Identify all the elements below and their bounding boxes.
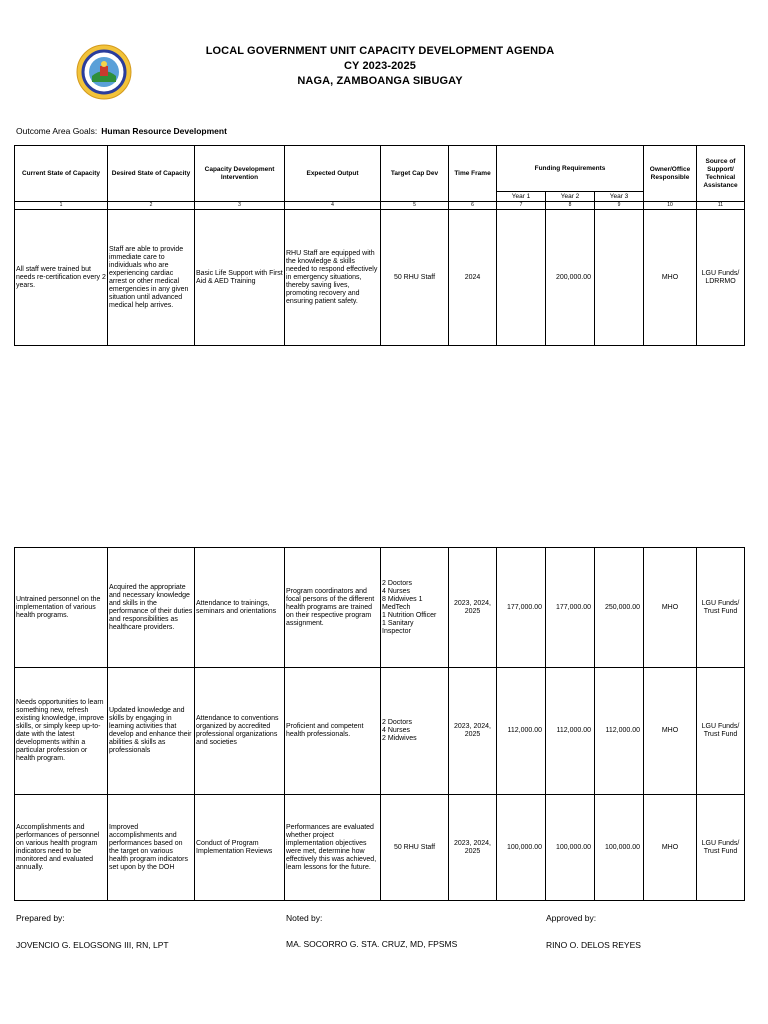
column-number: 8 bbox=[546, 202, 595, 210]
cell-source: LGU Funds/ Trust Fund bbox=[697, 795, 745, 901]
col-header-year3: Year 3 bbox=[595, 192, 644, 202]
capacity-agenda-table-part1 bbox=[14, 145, 745, 346]
cell-year3: 100,000.00 bbox=[595, 795, 644, 901]
cell-year1: 112,000.00 bbox=[497, 668, 546, 795]
cell-desired-state: Acquired the appropriate and necessary knowledge and skills in the performance of their duties and responsibilities as healthcare providers. bbox=[108, 548, 195, 668]
document-location: NAGA, ZAMBOANGA SIBUGAY bbox=[297, 75, 463, 87]
column-number: 6 bbox=[449, 202, 497, 210]
cell-target: 2 Doctors 4 Nurses 8 Midwives 1 MedTech 1 Nutrition Officer 1 Sanitary Inspector bbox=[381, 548, 449, 668]
cell-current-state: Untrained personnel on the implementation of various health programs. bbox=[15, 548, 108, 668]
capacity-agenda-table-part2 bbox=[14, 547, 745, 901]
cell-year2: 112,000.00 bbox=[546, 668, 595, 795]
column-number: 3 bbox=[195, 202, 285, 210]
cell-target: 2 Doctors 4 Nurses 2 Midwives bbox=[381, 668, 449, 795]
outcome-area-goals bbox=[16, 126, 227, 136]
cell-target: 50 RHU Staff bbox=[381, 210, 449, 346]
noted-by-name: MA. SOCORRO G. STA. CRUZ, MD, FPSMS bbox=[286, 939, 458, 949]
column-number: 9 bbox=[595, 202, 644, 210]
approved-by-name: RINO O. DELOS REYES bbox=[546, 940, 641, 950]
col-header-source: Source of Support/ Technical Assistance bbox=[697, 146, 745, 202]
column-number: 5 bbox=[381, 202, 449, 210]
cell-intervention: Attendance to conventions organized by accredited professional organizations and societies bbox=[195, 668, 285, 795]
noted-by-label: Noted by: bbox=[286, 913, 323, 923]
cell-expected-output: Proficient and competent health professionals. bbox=[285, 668, 381, 795]
cell-time-frame: 2023, 2024, 2025 bbox=[449, 548, 497, 668]
column-number: 4 bbox=[285, 202, 381, 210]
cell-current-state: Needs opportunities to learn something new, refresh existing knowledge, improve skills, or simply keep up-to-date with the latest developments within a particular profession or health program. bbox=[15, 668, 108, 795]
col-header-year2: Year 2 bbox=[546, 192, 595, 202]
document-title-block bbox=[160, 44, 600, 89]
cell-intervention: Basic Life Support with First Aid & AED Training bbox=[195, 210, 285, 346]
cell-expected-output: Performances are evaluated whether project implementation objectives were met, determine how effectively this was achieved, learn lessons for the future. bbox=[285, 795, 381, 901]
column-number: 11 bbox=[697, 202, 745, 210]
column-number: 7 bbox=[497, 202, 546, 210]
cell-desired-state: Staff are able to provide immediate care to individuals who are experiencing cardiac arrest or other medical emergencies in any given situation until advanced medical help arrives. bbox=[108, 210, 195, 346]
col-header-time-frame: Time Frame bbox=[449, 146, 497, 202]
cell-intervention: Attendance to trainings, seminars and orientations bbox=[195, 548, 285, 668]
cell-year1: 177,000.00 bbox=[497, 548, 546, 668]
column-number: 10 bbox=[644, 202, 697, 210]
cell-current-state: Accomplishments and performances of personnel on various health program indicators need to be monitored and evaluated annually. bbox=[15, 795, 108, 901]
cell-year2: 100,000.00 bbox=[546, 795, 595, 901]
cell-source: LGU Funds/ Trust Fund bbox=[697, 548, 745, 668]
document-title: LOCAL GOVERNMENT UNIT CAPACITY DEVELOPMENT AGENDA bbox=[205, 45, 555, 57]
municipal-seal-logo bbox=[76, 44, 132, 100]
col-header-desired-state: Desired State of Capacity bbox=[108, 146, 195, 202]
col-header-intervention: Capacity Development Intervention bbox=[195, 146, 285, 202]
goal-label: Outcome Area Goals: bbox=[16, 126, 98, 136]
table-row bbox=[15, 210, 745, 346]
goal-value: Human Resource Development bbox=[101, 126, 227, 136]
cell-time-frame: 2023, 2024, 2025 bbox=[449, 795, 497, 901]
cell-year3 bbox=[595, 210, 644, 346]
cell-expected-output: RHU Staff are equipped with the knowledge & skills needed to respond effectively in emergency situations, thereby saving lives, promoting recovery and ensuring patient safety. bbox=[285, 210, 381, 346]
cell-desired-state: Updated knowledge and skills by engaging in learning activities that develop and enhance their abilities & skills as professionals bbox=[108, 668, 195, 795]
cell-owner: MHO bbox=[644, 210, 697, 346]
cell-year1: 100,000.00 bbox=[497, 795, 546, 901]
cell-current-state: All staff were trained but needs re-certification every 2 years. bbox=[15, 210, 108, 346]
cell-expected-output: Program coordinators and focal persons of the different health programs are trained on their respective program assignment. bbox=[285, 548, 381, 668]
cell-owner: MHO bbox=[644, 668, 697, 795]
cell-owner: MHO bbox=[644, 795, 697, 901]
cell-year2: 177,000.00 bbox=[546, 548, 595, 668]
col-header-expected-output: Expected Output bbox=[285, 146, 381, 202]
col-header-funding: Funding Requirements bbox=[497, 146, 644, 192]
cell-year1 bbox=[497, 210, 546, 346]
table-row bbox=[15, 668, 745, 795]
cell-time-frame: 2023, 2024, 2025 bbox=[449, 668, 497, 795]
prepared-by-label: Prepared by: bbox=[16, 913, 65, 923]
prepared-by-name: JOVENCIO G. ELOGSONG III, RN, LPT bbox=[16, 940, 169, 950]
document-period: CY 2023-2025 bbox=[344, 60, 416, 72]
cell-year3: 112,000.00 bbox=[595, 668, 644, 795]
column-number: 1 bbox=[15, 202, 108, 210]
cell-source: LGU Funds/ LDRRMO bbox=[697, 210, 745, 346]
cell-source: LGU Funds/ Trust Fund bbox=[697, 668, 745, 795]
cell-time-frame: 2024 bbox=[449, 210, 497, 346]
cell-year2: 200,000.00 bbox=[546, 210, 595, 346]
cell-owner: MHO bbox=[644, 548, 697, 668]
column-number: 2 bbox=[108, 202, 195, 210]
cell-intervention: Conduct of Program Implementation Reviews bbox=[195, 795, 285, 901]
table-row bbox=[15, 548, 745, 668]
cell-target: 50 RHU Staff bbox=[381, 795, 449, 901]
col-header-target: Target Cap Dev bbox=[381, 146, 449, 202]
approved-by-label: Approved by: bbox=[546, 913, 597, 923]
col-header-owner: Owner/Office Responsible bbox=[644, 146, 697, 202]
table-row bbox=[15, 795, 745, 901]
col-header-year1: Year 1 bbox=[497, 192, 546, 202]
cell-desired-state: Improved accomplishments and performances based on the target on various health program indicators set upon by the DOH bbox=[108, 795, 195, 901]
col-header-current-state: Current State of Capacity bbox=[15, 146, 108, 202]
column-number-row bbox=[15, 202, 745, 210]
cell-year3: 250,000.00 bbox=[595, 548, 644, 668]
